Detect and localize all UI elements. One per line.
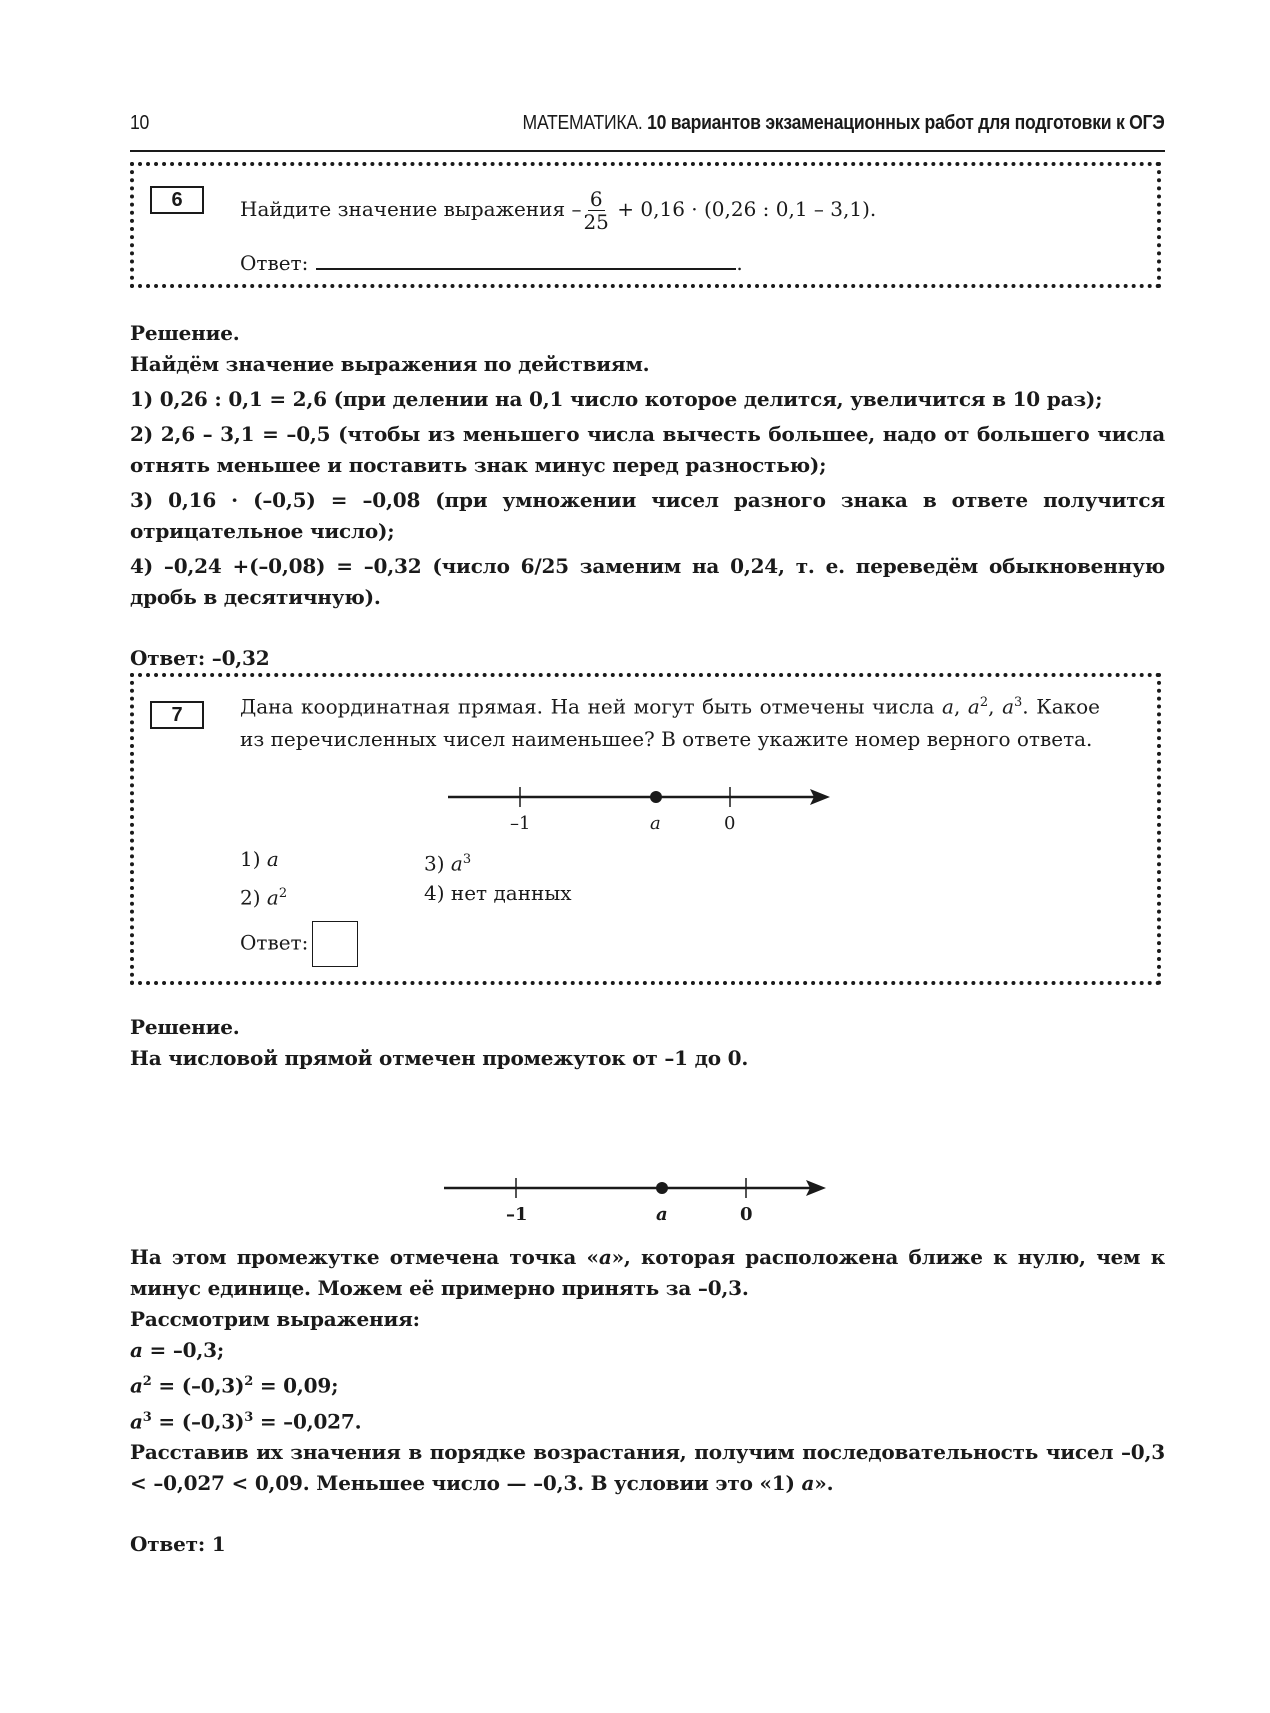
page-header	[130, 112, 1165, 152]
solution-7	[130, 1012, 1165, 1074]
prompt-text-2: . Какое из перечисленных чисел наименьшее? В ответе укажите номер верного ответа.	[240, 694, 1101, 751]
equation-2: $a^2 = (-0,3)^2 = 0,09$;	[130, 1373, 339, 1398]
task-number: 6	[150, 186, 204, 214]
fraction-denominator: 25	[583, 210, 609, 234]
point-a	[656, 1182, 668, 1194]
page-number: 10	[130, 112, 150, 134]
option-1: 1) a	[240, 847, 279, 871]
task-number: 7	[150, 701, 204, 729]
solution-paragraph: Расставив их значения в порядке возрастания, получим последовательность чисел –0,3 < –0,027 < 0,09. Меньшее число — –0,3. В условии это «1) a».	[130, 1440, 1165, 1496]
prompt-expression: + 0,16 · (0,26 : 0,1 – 3,1).	[617, 197, 877, 221]
fraction-numerator: 6	[589, 187, 603, 211]
solution-intro: На числовой прямой отмечен промежуток от –1 до 0.	[130, 1046, 749, 1070]
answer-end: .	[736, 251, 743, 275]
answer-label: Ответ:	[240, 930, 309, 955]
solution-step: 3) 0,16 · (–0,5) = –0,08 (при умножении чисел разного знака в ответе получится отрицательное число);	[130, 488, 1165, 543]
solution-heading: Решение.	[130, 321, 240, 345]
svg-text:a: a	[656, 1204, 668, 1225]
answer-options	[240, 845, 572, 912]
consider-text: Рассмотрим выражения:	[130, 1307, 420, 1331]
solution-7-body	[130, 1242, 1165, 1560]
equation-1: a = –0,3;	[130, 1338, 225, 1362]
task-7-box	[130, 673, 1161, 985]
solution-heading: Решение.	[130, 1015, 240, 1039]
solution-answer	[130, 643, 1165, 674]
option-2: 2) $a^2$	[240, 885, 288, 910]
title-prefix: МАТЕМАТИКА.	[523, 112, 643, 134]
answer-input-line[interactable]	[316, 246, 736, 270]
answer-input-box[interactable]	[312, 921, 358, 967]
prompt-text: Дана координатная прямая. На ней могут быть отмечены числа	[240, 694, 942, 719]
answer-value: –0,32	[205, 646, 270, 670]
answer-value: 1	[205, 1532, 226, 1557]
number-line-figure	[444, 781, 844, 837]
task-6-box	[130, 162, 1161, 288]
title-rest: 10 вариантов экзаменационных работ для подготовки к ОГЭ	[642, 112, 1165, 134]
solution-step: 4) –0,24 +(–0,08) = –0,32 (число 6/25 заменим на 0,24, т. е. переведём обыкновенную дробь в десятичную).	[130, 554, 1165, 609]
svg-text:–1: –1	[506, 1204, 528, 1225]
task-7-prompt: Дана координатная прямая. На ней могут быть отмечены числа a, $a^2$, $a^3$. Какое из перечисленных чисел наименьшее? В ответе укажите номер верного ответа.	[240, 694, 1101, 751]
option-4: 4) нет данных	[424, 880, 572, 905]
answer-label: Ответ:	[130, 646, 206, 670]
equation-3: $a^3 = (-0,3)^3 = -0,027$.	[130, 1409, 362, 1434]
task-6-answer-row	[240, 246, 743, 279]
svg-text:a: a	[650, 813, 661, 834]
answer-label: Ответ:	[130, 1532, 206, 1557]
solution-answer	[130, 1529, 1165, 1560]
prompt-text: Найдите значение выражения –	[240, 197, 582, 221]
svg-text:0: 0	[724, 813, 736, 834]
book-title	[523, 112, 1165, 135]
solution-number-line-figure	[440, 1172, 840, 1228]
task-7-answer-row	[240, 921, 358, 967]
svg-text:–1: –1	[510, 813, 531, 834]
task-6-prompt	[240, 188, 876, 233]
solution-step: 2) 2,6 – 3,1 = –0,5 (чтобы из меньшего числа вычесть большее, надо от большего числа отнять меньшее и поставить знак минус перед разностью);	[130, 422, 1165, 477]
svg-text:0: 0	[740, 1204, 753, 1225]
solution-6	[130, 318, 1165, 674]
fraction	[583, 188, 608, 233]
solution-intro: Найдём значение выражения по действиям.	[130, 352, 650, 376]
point-a	[650, 791, 662, 803]
solution-step: 1) 0,26 : 0,1 = 2,6 (при делении на 0,1 число которое делится, увеличится в 10 раз);	[130, 387, 1103, 411]
option-3: 3) $a^3$	[424, 851, 472, 876]
answer-label: Ответ:	[240, 251, 309, 275]
solution-paragraph: На этом промежутке отмечена точка «a», которая расположена ближе к нулю, чем к минус единице. Можем её примерно принять за –0,3.	[130, 1245, 1165, 1300]
